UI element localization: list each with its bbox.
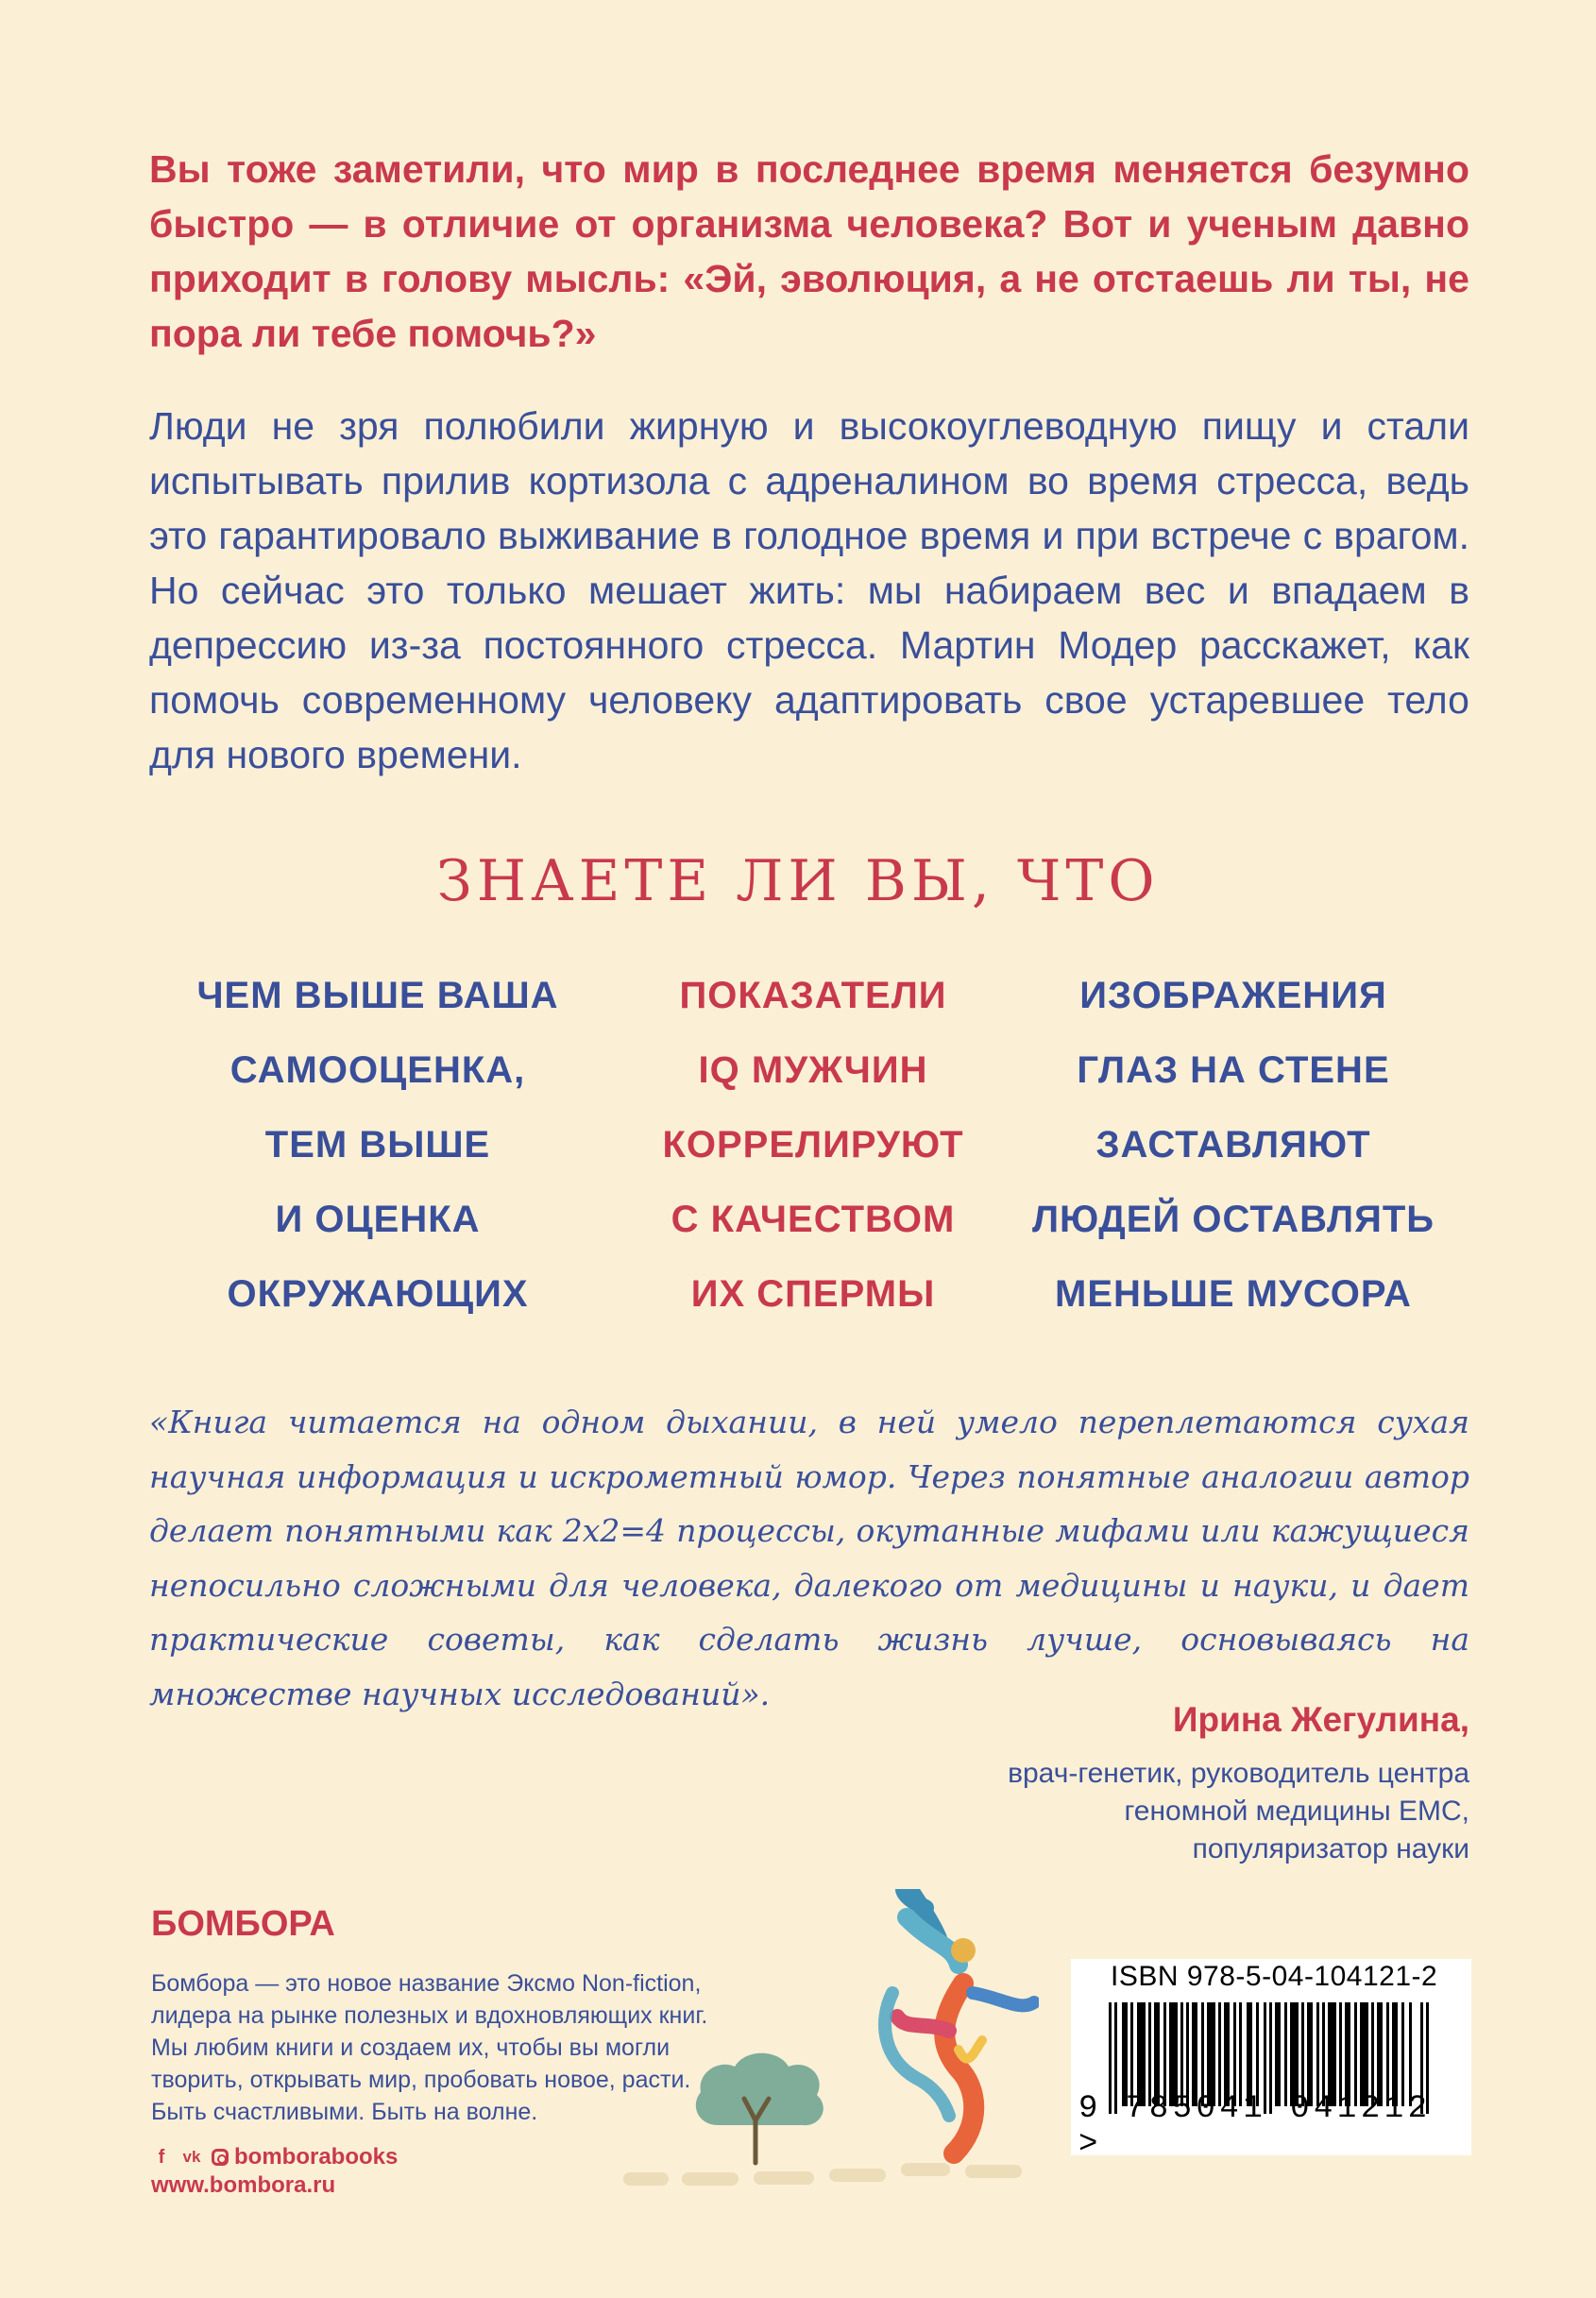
- isbn-barcode: [1071, 1959, 1471, 2163]
- body-paragraph: Люди не зря полюбили жирную и высокоуглеводную пищу и стали испытывать прилив кортизола с адреналином во время стресса, ведь это гарантировало выживание в голодное время и при встрече с врагом. Но сейчас это только мешает жить: мы набираем вес и впадаем в депрессию из-за постоянного стресса. Мартин Модер расскажет, как помочь современному человеку адаптировать свое устаревшее тело для нового времени.: [149, 404, 1469, 776]
- publisher-desc-line: Быть счастливыми. Быть на волне.: [151, 2099, 538, 2125]
- publisher-desc-line: творить, открывать мир, пробовать новое, расти.: [151, 2067, 691, 2093]
- fact-line: С КАЧЕСТВОМ: [671, 1199, 956, 1240]
- fact-line: МЕНЬШЕ МУСОРА: [1055, 1273, 1412, 1315]
- fact-column-2: [586, 959, 1040, 1332]
- fact-line: ГЛАЗ НА СТЕНЕ: [1077, 1049, 1390, 1091]
- review-quote: «Книга читается на одном дыхании, в ней умело переплетаются сухая научная информация и искрометный юмор. Через понятные аналогии автор делает понятными как 2х2=4 процессы, окутанные мифами или кажущиеся непосильно сложными для человека, далекого от медицины и науки, и дает практические советы, как сделать жизнь лучше, основываясь на множестве научных исследований».: [149, 1404, 1469, 1712]
- barcode-digits: 9 785041 041212 >: [1078, 2091, 1432, 2163]
- facebook-icon[interactable]: f: [158, 2147, 165, 2168]
- fact-line: ИХ СПЕРМЫ: [690, 1273, 936, 1315]
- quote-author: Ирина Жегулина,: [1172, 1700, 1469, 1739]
- fact-line: ЗАСТАВЛЯЮТ: [1095, 1124, 1371, 1166]
- fact-line: И ОЦЕНКА: [275, 1199, 481, 1240]
- fact-line: ЛЮДЕЙ ОСТАВЛЯТЬ: [1031, 1199, 1435, 1240]
- dancing-figure-illustration: [623, 1889, 1039, 2298]
- fact-line: ОКРУЖАЮЩИХ: [227, 1273, 529, 1315]
- author-desc-line: популяризатор науки: [1192, 1833, 1469, 1864]
- fact-column-1: [151, 959, 604, 1332]
- instagram-icon[interactable]: [212, 2149, 229, 2166]
- publisher-desc-line: лидера на рынке полезных и вдохновляющих книг.: [151, 2002, 708, 2029]
- publisher-desc-line: Мы любим книги и создаем их, чтобы вы могли: [151, 2034, 671, 2061]
- fact-line: КОРРЕЛИРУЮТ: [662, 1124, 964, 1166]
- fact-line: САМООЦЕНКА,: [229, 1049, 526, 1091]
- quote-author-description: [714, 1755, 1469, 1868]
- social-handle[interactable]: bomborabooks: [234, 2144, 399, 2170]
- publisher-logo: БОМБОРА: [151, 1904, 335, 1944]
- vk-icon[interactable]: vk: [182, 2148, 201, 2166]
- fact-line: IQ МУЖЧИН: [698, 1049, 928, 1091]
- fact-column-3: [1007, 959, 1460, 1332]
- fact-line: ИЗОБРАЖЕНИЯ: [1079, 975, 1387, 1016]
- publisher-desc-line: Бомбора — это новое название Эксмо Non-fiction,: [151, 1970, 702, 1997]
- facts-title: ЗНАЕТЕ ЛИ ВЫ, ЧТО: [436, 848, 1160, 914]
- author-desc-line: врач-генетик, руководитель центра: [1008, 1758, 1469, 1789]
- lead-paragraph: Вы тоже заметили, что мир в последнее время меняется безумно быстро — в отличие от организма человека? Вот и ученым давно приходит в голову мысль: «Эй, эволюция, а не отстаешь ли ты, не пора ли тебе помочь?»: [149, 147, 1469, 355]
- author-desc-line: геномной медицины ЕМС,: [1124, 1796, 1469, 1827]
- fact-line: ПОКАЗАТЕЛИ: [679, 975, 947, 1016]
- social-links: [151, 2144, 398, 2170]
- isbn-number: ISBN 978-5-04-104121-2: [1111, 1961, 1438, 1992]
- publisher-website[interactable]: www.bombora.ru: [151, 2172, 336, 2198]
- fact-line: ТЕМ ВЫШЕ: [264, 1124, 491, 1166]
- fact-line: ЧЕМ ВЫШЕ ВАША: [196, 975, 559, 1016]
